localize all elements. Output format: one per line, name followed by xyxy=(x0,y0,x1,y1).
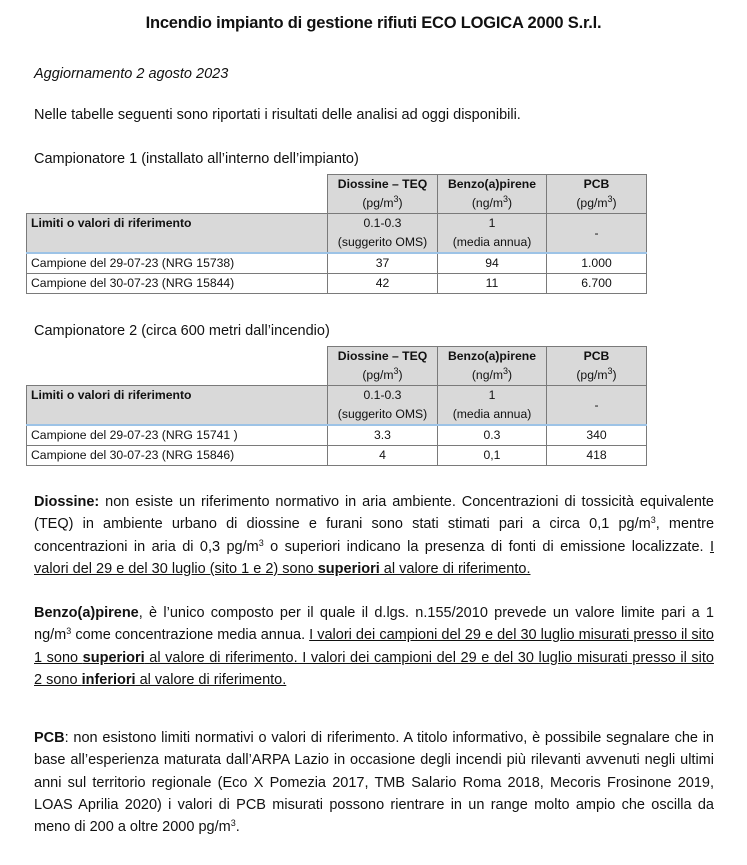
paragraph-diossine: Diossine: non esiste un riferimento normativo in aria ambiente. Concentrazioni di tossicità equivalente (TEQ) in ambiente urbano di diossine e furani sono stati stimati pari a circa 0,1 $pg/m^3$, mentre concentrazioni in aria di 0,3 $pg/m^3$ o superiori indicano la presenza di fonti di emissione localizzate. I valori del 29 e del 30 luglio (sito 1 e 2) sono superiori al valore di riferimento. xyxy=(34,494,715,577)
value-diossine: 4 xyxy=(328,446,438,466)
value-diossine: 42 xyxy=(328,274,438,294)
sample-label: Campione del 29-07-23 (NRG 15738) xyxy=(27,253,328,274)
paragraph-lead: Diossine: xyxy=(34,494,100,510)
limit-pcb: - xyxy=(547,214,647,254)
paragraph-pcb: PCB: non esistono limiti normativi o valori di riferimento. A titolo informativo, è possibile segnalare che in base all’esperienza maturata dall’ARPA Lazio in occasione degli incendi più rilevanti avvenuti negli ultimi anni sul territorio regionale (Eco X Pomezia 2017, TMB Salario Roma 2018, Mecoris Frosinone 2019, LOAS Aprilia 2020) i valori di PCB misurati possono rientrare in un range molto ampio che oscilla da meno di 200 a oltre 2000 $pg/m^3$. xyxy=(34,730,714,836)
value-benzoapirene: 0,1 xyxy=(438,446,547,466)
document-title: Incendio impianto di gestione rifiuti ECO LOGICA 2000 S.r.l. xyxy=(145,14,602,32)
value-pcb: 418 xyxy=(547,446,647,466)
value-pcb: 1.000 xyxy=(547,253,647,274)
intro-text: Nelle tabelle seguenti sono riportati i risultati delle analisi ad oggi disponibili. xyxy=(34,107,521,123)
table-row xyxy=(27,446,647,466)
table-row xyxy=(27,274,647,294)
header-diossine: Diossine – TEQ $(pg/m^3)$ xyxy=(328,175,438,214)
header-pcb: PCB $(pg/m^3)$ xyxy=(547,347,647,386)
limit-diossine: 0.1-0.3 (suggerito OMS) xyxy=(328,214,438,254)
value-benzoapirene: 94 xyxy=(438,253,547,274)
value-pcb: 6.700 xyxy=(547,274,647,294)
sampler-1-table xyxy=(26,174,647,294)
limit-diossine: 0.1-0.3 (suggerito OMS) xyxy=(328,386,438,426)
value-diossine: 3.3 xyxy=(328,425,438,446)
limits-row xyxy=(27,386,647,426)
table-header-row xyxy=(27,175,647,214)
value-pcb: 340 xyxy=(547,425,647,446)
limits-label: Limiti o valori di riferimento xyxy=(27,214,328,254)
sampler-2-title: Campionatore 2 (circa 600 metri dall’incendio) xyxy=(34,323,330,339)
sample-label: Campione del 29-07-23 (NRG 15741 ) xyxy=(27,425,328,446)
header-empty-cell xyxy=(27,175,328,214)
header-empty-cell xyxy=(27,347,328,386)
update-date: Aggiornamento 2 agosto 2023 xyxy=(34,66,229,82)
header-benzoapirene: Benzo(a)pirene $(ng/m^3)$ xyxy=(438,175,547,214)
sample-label: Campione del 30-07-23 (NRG 15846) xyxy=(27,446,328,466)
diossine-conclusion: I valori del 29 e del 30 luglio (sito 1 e 2) sono superiori al valore di riferimento. xyxy=(34,538,714,577)
value-benzoapirene: 11 xyxy=(438,274,547,294)
table-row xyxy=(27,253,647,274)
header-diossine: Diossine – TEQ $(pg/m^3)$ xyxy=(328,347,438,386)
sampler-2-table xyxy=(26,346,647,466)
limit-pcb: - xyxy=(547,386,647,426)
table-header-row xyxy=(27,347,647,386)
limit-benzoapirene: 1 (media annua) xyxy=(438,214,547,254)
paragraph-benzoapirene: Benzo(a)pirene, è l’unico composto per il quale il d.lgs. n.155/2010 prevede un valore limite pari a 1 $ng/m^3$ come concentrazione media annua. I valori dei campioni del 29 e del 30 luglio misurati presso il sito 1 sono superiori al valore di riferimento. I valori dei campioni del 29 e del 30 luglio misurati presso il sito 2 sono inferiori al valore di riferimento. xyxy=(34,605,714,688)
paragraph-lead: Benzo(a)pirene xyxy=(34,605,139,621)
value-diossine: 37 xyxy=(328,253,438,274)
limits-label: Limiti o valori di riferimento xyxy=(27,386,328,426)
sample-label: Campione del 30-07-23 (NRG 15844) xyxy=(27,274,328,294)
sampler-1-title: Campionatore 1 (installato all’interno dell’impianto) xyxy=(34,151,359,167)
value-benzoapirene: 0.3 xyxy=(438,425,547,446)
limits-row xyxy=(27,214,647,254)
table-row xyxy=(27,425,647,446)
benzoapirene-conclusion: I valori dei campioni del 29 e del 30 luglio misurati presso il sito 1 sono superiori al valore di riferimento. I valori dei campioni del 29 e del 30 luglio misurati presso il sito 2 sono inferiori al valore di riferimento. xyxy=(34,627,714,688)
limit-benzoapirene: 1 (media annua) xyxy=(438,386,547,426)
paragraph-lead: PCB xyxy=(34,730,65,746)
header-pcb: PCB $(pg/m^3)$ xyxy=(547,175,647,214)
header-benzoapirene: Benzo(a)pirene $(ng/m^3)$ xyxy=(438,347,547,386)
